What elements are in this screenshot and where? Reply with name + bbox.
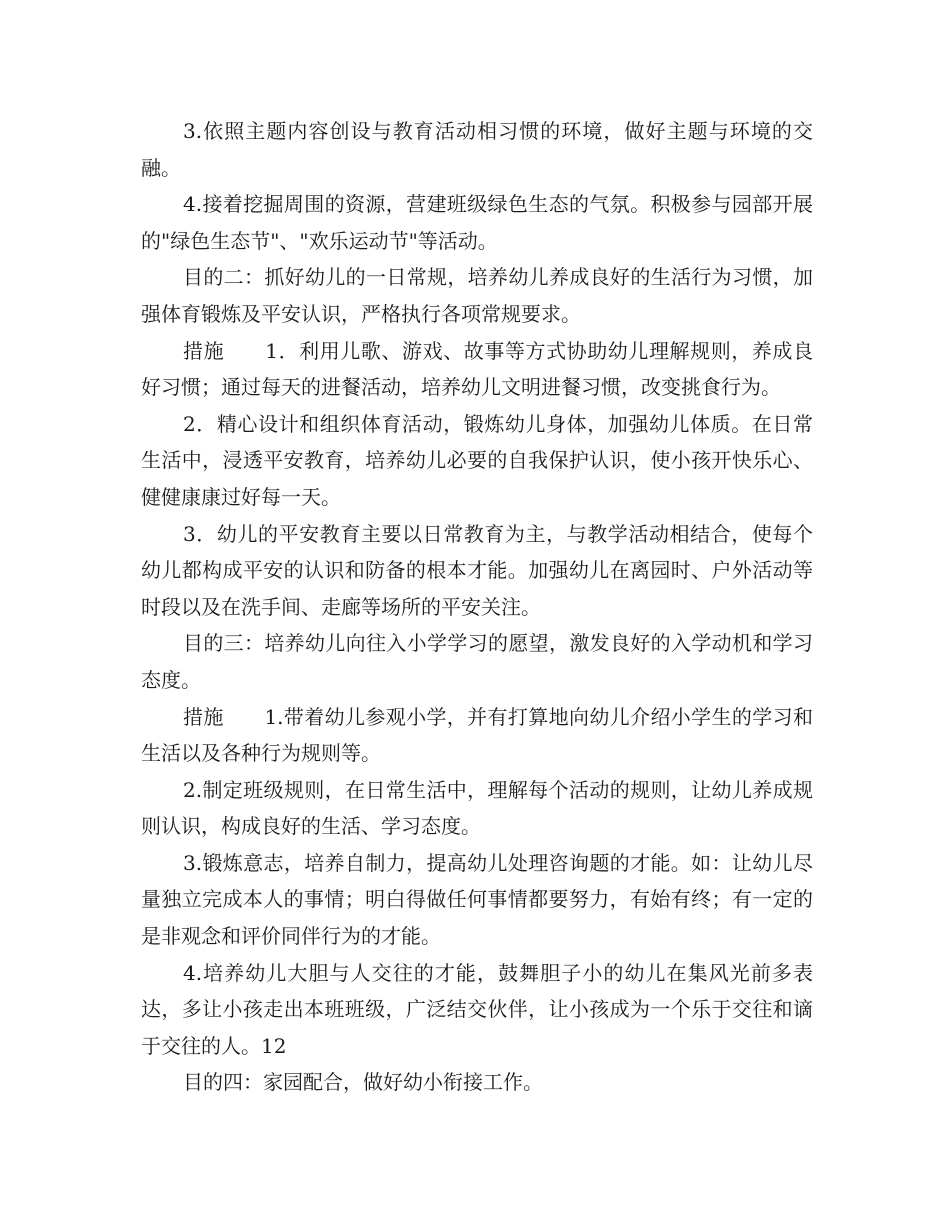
paragraph-environment: 3.依照主题内容创设与教育活动相习惯的环境，做好主题与环境的交融。 (141, 119, 813, 180)
paragraph-goal-three-measure-4: 4.培养幼儿大胆与人交往的才能，鼓舞胆子小的幼儿在集风光前多表达，多让小孩走出本班班级，广泛结交伙伴，让小孩成为一个乐于交往和谪于交往的人。12 (141, 960, 813, 1058)
paragraph-goal-four: 目的四：家园配合，做好幼小衔接工作。 (183, 1070, 543, 1095)
paragraph-goal-three-measure-2: 2.制定班级规则，在日常生活中，理解每个活动的规则，让幼儿养成规则认识，构成良好的生活、学习态度。 (141, 777, 813, 839)
document-body (141, 113, 813, 1101)
paragraph-goal-two: 目的二：抓好幼儿的一日常规，培养幼儿养成良好的生活行为习惯，加强体育锻炼及平安认识，严格执行各项常规要求。 (141, 265, 813, 326)
paragraph-resources: 4.接着挖掘周围的资源，营建班级绿色生态的气氛。积极参与园部开展的"绿色生态节"、"欢乐运动节"等活动。 (141, 192, 813, 253)
paragraph-goal-three-measure-3: 3.锻炼意志，培养自制力，提高幼儿处理咨询题的才能。如：让幼儿尽量独立完成本人的事情；明白得做任何事情都要努力，有始有终；有一定的是非观念和评价同伴行为的才能。 (141, 850, 813, 949)
paragraph-goal-two-measure-3: 3．幼儿的平安教育主要以日常教育为主，与教学活动相结合，使每个幼儿都构成平安的认识和防备的根本才能。加强幼儿在离园时、户外活动等时段以及在洗手间、走廊等场所的平安关注。 (141, 521, 813, 619)
paragraph-goal-three-measure-1: 措施 1.带着幼儿参观小学，并有打算地向幼儿介绍小学生的学习和生活以及各种行为规则等。 (141, 704, 813, 766)
paragraph-goal-three: 目的三：培养幼儿向往入小学学习的愿望，激发良好的入学动机和学习态度。 (141, 631, 813, 692)
paragraph-goal-two-measure-2: 2．精心设计和组织体育活动，锻炼幼儿身体，加强幼儿体质。在日常生活中，浸透平安教育，培养幼儿必要的自我保护认识，使小孩开快乐心、健健康康过好每一天。 (141, 411, 813, 509)
paragraph-goal-two-measure-1: 措施 1．利用儿歌、游戏、故事等方式协助幼儿理解规则，养成良好习惯；通过每天的进餐活动，培养幼儿文明进餐习惯，改变挑食行为。 (141, 338, 813, 400)
